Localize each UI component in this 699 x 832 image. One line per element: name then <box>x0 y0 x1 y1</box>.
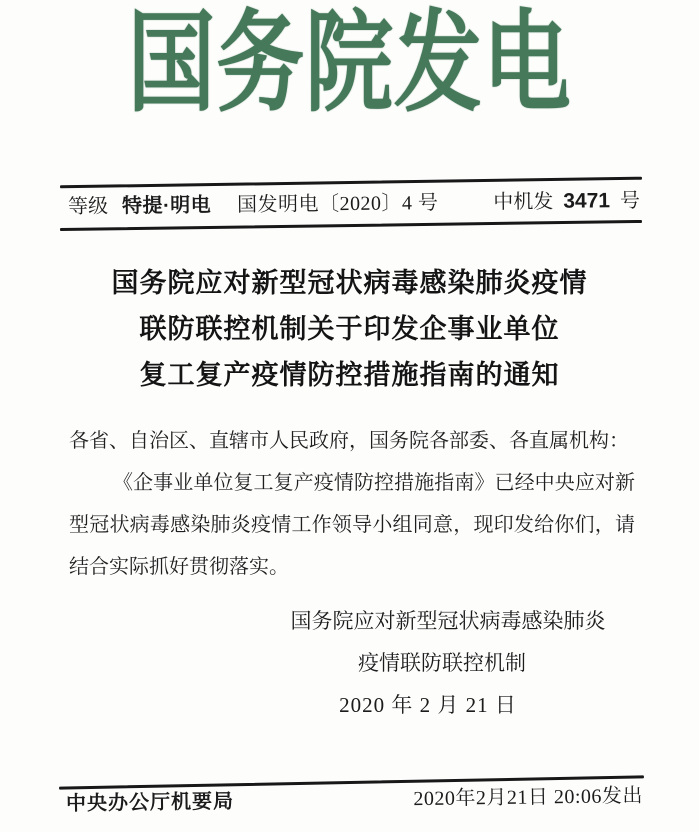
footer-row <box>66 783 643 817</box>
classification-label: 等级 <box>67 195 109 218</box>
classification-group <box>68 191 211 220</box>
masthead: 国务院发电 <box>127 3 572 125</box>
footer-issuer: 中央办公厅机要局 <box>65 790 235 816</box>
header-rule-top <box>60 177 642 189</box>
signature-org-line-2: 疫情联防联控机制 <box>358 651 526 675</box>
meta-row <box>60 187 642 221</box>
serial-number-group <box>493 187 640 217</box>
document-title-line-2: 联防联控机制关于印发企事业单位 <box>139 314 560 344</box>
body-paragraph: 《企事业单位复工复产疫情防控措施指南》已经中央应对新型冠状病毒感染肺炎疫情工作领导小组同意，现印发给你们，请结合实际抓好贯彻落实。 <box>69 472 635 578</box>
document-title <box>0 260 699 398</box>
document-body <box>69 420 635 588</box>
document-title-line-3: 复工复产疫情防控措施指南的通知 <box>139 360 560 390</box>
signature-block <box>233 600 663 726</box>
serial-suffix: 号 <box>619 189 641 213</box>
signature-date: 2020 年 2 月 21 日 <box>339 693 517 717</box>
salutation: 各省、自治区、直辖市人民政府，国务院各部委、各直属机构： <box>69 430 629 452</box>
classification-value: 特提·明电 <box>121 194 212 218</box>
footer-dispatch-time: 2020年2月21日 20:06发出 <box>413 784 644 811</box>
serial-number: 3471 <box>563 189 611 213</box>
document-ref-number: 国发明电〔2020〕4 号 <box>236 192 439 217</box>
serial-prefix: 中机发 <box>493 190 554 214</box>
signature-org-line-1: 国务院应对新型冠状病毒感染肺炎 <box>290 609 606 633</box>
document-title-line-1: 国务院应对新型冠状病毒感染肺炎疫情 <box>111 268 588 298</box>
header-rule-bottom <box>60 220 642 231</box>
